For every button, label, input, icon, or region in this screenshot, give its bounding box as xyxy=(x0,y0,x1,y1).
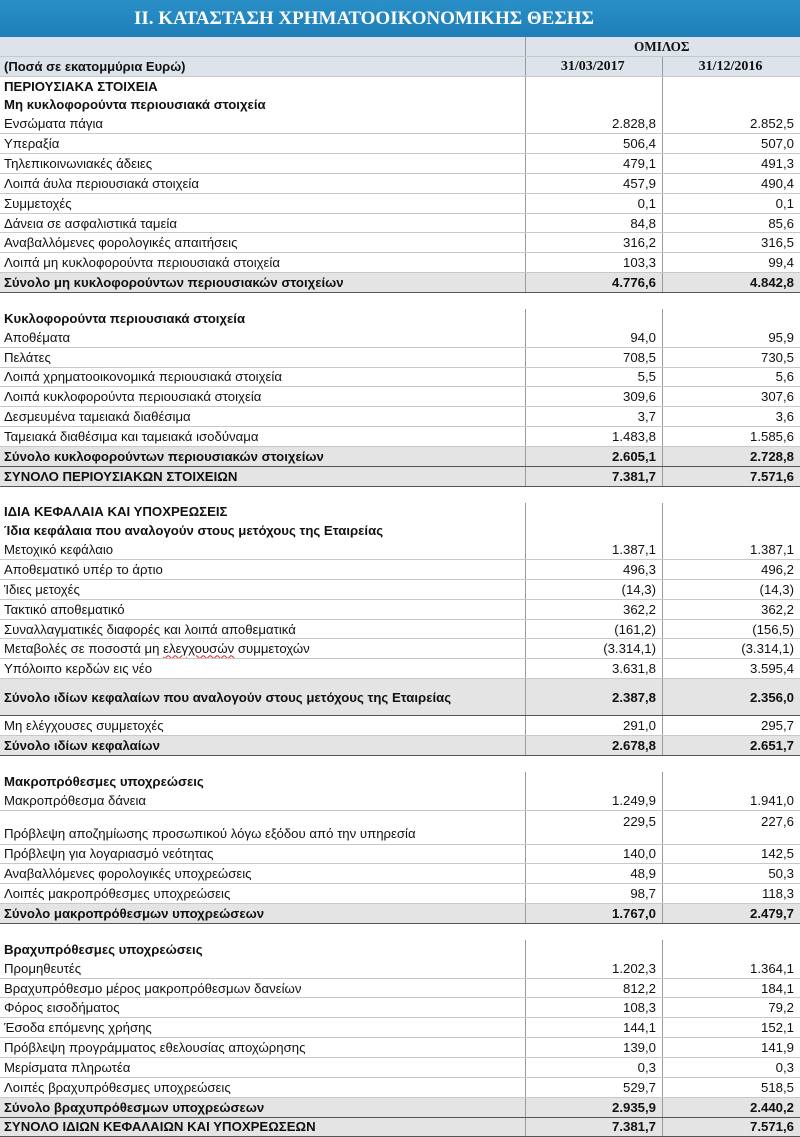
value-2017 xyxy=(525,755,663,772)
row-label: ΣΥΝΟΛΟ ΙΔΙΩΝ ΚΕΦΑΛΑΙΩΝ ΚΑΙ ΥΠΟΧΡΕΩΣΕΩΝ xyxy=(0,1117,525,1137)
value-2017: 3.631,8 xyxy=(525,659,663,679)
value-2016: 7.571,6 xyxy=(663,466,800,486)
value-2017: 0,1 xyxy=(525,193,663,213)
section-heading-row xyxy=(0,521,800,540)
value-2016 xyxy=(663,772,800,791)
row-label: Τηλεπικοινωνιακές άδειες xyxy=(0,154,525,174)
row-label: Λοιπά μη κυκλοφορούντα περιουσιακά στοιχεία xyxy=(0,253,525,273)
row-label: Λοιπές βραχυπρόθεσμες υποχρεώσεις xyxy=(0,1077,525,1097)
table-row xyxy=(0,1057,800,1077)
value-2016: 2.852,5 xyxy=(663,114,800,133)
value-2016: 295,7 xyxy=(663,716,800,736)
table-row xyxy=(0,716,800,736)
value-2016: 2.356,0 xyxy=(663,679,800,716)
row-label: Πρόβλεψη για λογαριασμό νεότητας xyxy=(0,844,525,864)
table-row xyxy=(0,367,800,387)
value-2016: 5,6 xyxy=(663,367,800,387)
value-2016 xyxy=(663,521,800,540)
row-label: Μετοχικό κεφάλαιο xyxy=(0,540,525,559)
section-heading-row xyxy=(0,76,800,95)
value-2017 xyxy=(525,292,663,309)
value-2016: 362,2 xyxy=(663,599,800,619)
value-2017: (161,2) xyxy=(525,619,663,639)
section-heading-row xyxy=(0,309,800,328)
value-2016: 184,1 xyxy=(663,978,800,998)
row-label: Λοιπά χρηματοοικονομικά περιουσιακά στοιχεία xyxy=(0,367,525,387)
value-2016: 0,1 xyxy=(663,193,800,213)
row-label: Μακροπρόθεσμα δάνεια xyxy=(0,791,525,810)
value-2016: 2.479,7 xyxy=(663,904,800,924)
value-2017: 2.387,8 xyxy=(525,679,663,716)
row-label: Έσοδα επόμενης χρήσης xyxy=(0,1018,525,1038)
value-2017: 3,7 xyxy=(525,407,663,427)
value-2017: 708,5 xyxy=(525,347,663,367)
value-2017: 84,8 xyxy=(525,213,663,233)
value-2017: 108,3 xyxy=(525,998,663,1018)
table-row xyxy=(0,154,800,174)
table-row xyxy=(0,639,800,659)
total-row xyxy=(0,466,800,486)
value-2016: 1.364,1 xyxy=(663,959,800,978)
row-label: Βραχυπρόθεσμο μέρος μακροπρόθεσμων δανείων xyxy=(0,978,525,998)
table-row xyxy=(0,540,800,559)
value-2016: 518,5 xyxy=(663,1077,800,1097)
value-2016: 85,6 xyxy=(663,213,800,233)
row-label: Αποθεματικό υπέρ το άρτιο xyxy=(0,560,525,580)
value-2016: (3.314,1) xyxy=(663,639,800,659)
value-2016: 2.440,2 xyxy=(663,1097,800,1117)
table-row xyxy=(0,213,800,233)
row-label xyxy=(0,486,525,503)
value-2017: 48,9 xyxy=(525,864,663,884)
row-label: Μακροπρόθεσμες υποχρεώσεις xyxy=(0,772,525,791)
table-row xyxy=(0,173,800,193)
value-2017 xyxy=(525,309,663,328)
total-row xyxy=(0,1117,800,1137)
row-label xyxy=(0,292,525,309)
value-2016: 491,3 xyxy=(663,154,800,174)
row-label: Αναβαλλόμενες φορολογικές απαιτήσεις xyxy=(0,233,525,253)
value-2017: 291,0 xyxy=(525,716,663,736)
row-label-text: Μεταβολές σε ποσοστά μη ελεγχουσών συμμετοχών xyxy=(4,641,310,656)
value-2016 xyxy=(663,292,800,309)
table-row xyxy=(0,134,800,154)
value-2017: 1.202,3 xyxy=(525,959,663,978)
row-label: Σύνολο μακροπρόθεσμων υποχρεώσεων xyxy=(0,904,525,924)
value-2016: 142,5 xyxy=(663,844,800,864)
row-label xyxy=(0,639,525,659)
value-2017: 2.935,9 xyxy=(525,1097,663,1117)
table-row xyxy=(0,864,800,884)
row-label: Σύνολο βραχυπρόθεσμων υποχρεώσεων xyxy=(0,1097,525,1117)
table-row xyxy=(0,884,800,904)
value-2017: 4.776,6 xyxy=(525,273,663,293)
table-row xyxy=(0,599,800,619)
page-title: II. ΚΑΤΑΣΤΑΣΗ ΧΡΗΜΑΤΟΟΙΚΟΝΟΜΙΚΗΣ ΘΕΣΗΣ xyxy=(0,0,800,37)
row-label: Ίδια κεφάλαια που αναλογούν στους μετόχους της Εταιρείας xyxy=(0,521,525,540)
units-label: (Ποσά σε εκατομμύρια Ευρώ) xyxy=(0,56,525,76)
value-2017: (14,3) xyxy=(525,579,663,599)
value-2017: 94,0 xyxy=(525,328,663,347)
section-heading-row xyxy=(0,940,800,959)
row-label: Σύνολο ιδίων κεφαλαίων xyxy=(0,736,525,756)
value-2016: 507,0 xyxy=(663,134,800,154)
table-row xyxy=(0,1038,800,1058)
row-label: Ενσώματα πάγια xyxy=(0,114,525,133)
total-row xyxy=(0,1097,800,1117)
value-2017: 2.828,8 xyxy=(525,114,663,133)
column-header-row xyxy=(0,56,800,76)
table-row xyxy=(0,193,800,213)
row-label: Πρόβλεψη αποζημίωσης προσωπικού λόγω εξόδου από την υπηρεσία xyxy=(0,810,525,844)
row-label: Υπεραξία xyxy=(0,134,525,154)
row-label: Πρόβλεψη προγράμματος εθελουσίας αποχώρησης xyxy=(0,1038,525,1058)
value-2016: 141,9 xyxy=(663,1038,800,1058)
value-2017: 5,5 xyxy=(525,367,663,387)
table-row xyxy=(0,347,800,367)
row-label: Μη ελέγχουσες συμμετοχές xyxy=(0,716,525,736)
row-label: Συμμετοχές xyxy=(0,193,525,213)
row-label xyxy=(0,923,525,940)
value-2016: 0,3 xyxy=(663,1057,800,1077)
value-2016: 2.728,8 xyxy=(663,446,800,466)
row-label: ΣΥΝΟΛΟ ΠΕΡΙΟΥΣΙΑΚΩΝ ΣΤΟΙΧΕΙΩΝ xyxy=(0,466,525,486)
value-2017: 316,2 xyxy=(525,233,663,253)
spacer-row xyxy=(0,292,800,309)
value-2017: 2.678,8 xyxy=(525,736,663,756)
row-label: Προμηθευτές xyxy=(0,959,525,978)
value-2017 xyxy=(525,503,663,522)
value-2016: 227,6 xyxy=(663,810,800,844)
value-2016 xyxy=(663,309,800,328)
value-2017: 140,0 xyxy=(525,844,663,864)
value-2016 xyxy=(663,503,800,522)
value-2016: 1.387,1 xyxy=(663,540,800,559)
row-label: Κυκλοφορούντα περιουσιακά στοιχεία xyxy=(0,309,525,328)
table-row xyxy=(0,114,800,133)
value-2016: (14,3) xyxy=(663,579,800,599)
value-2017: 144,1 xyxy=(525,1018,663,1038)
table-row xyxy=(0,253,800,273)
header-blank xyxy=(0,37,525,56)
row-label: Αποθέματα xyxy=(0,328,525,347)
table-row xyxy=(0,791,800,810)
value-2017 xyxy=(525,486,663,503)
value-2017: 309,6 xyxy=(525,387,663,407)
value-2017: 229,5 xyxy=(525,810,663,844)
value-2016: 7.571,6 xyxy=(663,1117,800,1137)
row-label: Λοιπά κυκλοφορούντα περιουσιακά στοιχεία xyxy=(0,387,525,407)
value-2016: 496,2 xyxy=(663,560,800,580)
value-2016: 730,5 xyxy=(663,347,800,367)
table-row xyxy=(0,844,800,864)
value-2016: 2.651,7 xyxy=(663,736,800,756)
value-2017: 7.381,7 xyxy=(525,466,663,486)
value-2017: 362,2 xyxy=(525,599,663,619)
section-heading-row xyxy=(0,772,800,791)
total-row xyxy=(0,273,800,293)
table-row xyxy=(0,579,800,599)
value-2016: (156,5) xyxy=(663,619,800,639)
value-2017: 479,1 xyxy=(525,154,663,174)
value-2017 xyxy=(525,940,663,959)
table-row xyxy=(0,233,800,253)
spacer-row xyxy=(0,755,800,772)
value-2016 xyxy=(663,940,800,959)
table-row xyxy=(0,1018,800,1038)
row-label: ΙΔΙΑ ΚΕΦΑΛΑΙΑ ΚΑΙ ΥΠΟΧΡΕΩΣΕΙΣ xyxy=(0,503,525,522)
row-label: Σύνολο κυκλοφορούντων περιουσιακών στοιχείων xyxy=(0,446,525,466)
row-label: Βραχυπρόθεσμες υποχρεώσεις xyxy=(0,940,525,959)
value-2017: 103,3 xyxy=(525,253,663,273)
row-label: Αναβαλλόμενες φορολογικές υποχρεώσεις xyxy=(0,864,525,884)
row-label: Λοιπές μακροπρόθεσμες υποχρεώσεις xyxy=(0,884,525,904)
spacer-row xyxy=(0,923,800,940)
table-row xyxy=(0,560,800,580)
section-heading-row xyxy=(0,96,800,115)
group-header-row xyxy=(0,37,800,56)
row-label: Ταμειακά διαθέσιμα και ταμειακά ισοδύναμα xyxy=(0,427,525,447)
value-2017: 457,9 xyxy=(525,173,663,193)
value-2017: 0,3 xyxy=(525,1057,663,1077)
row-label: Μερίσματα πληρωτέα xyxy=(0,1057,525,1077)
value-2016 xyxy=(663,923,800,940)
row-label xyxy=(0,755,525,772)
value-2016 xyxy=(663,76,800,95)
value-2016: 152,1 xyxy=(663,1018,800,1038)
row-label: Λοιπά άυλα περιουσιακά στοιχεία xyxy=(0,173,525,193)
table-row xyxy=(0,1077,800,1097)
value-2017: 1.387,1 xyxy=(525,540,663,559)
value-2017: 506,4 xyxy=(525,134,663,154)
row-label: Δάνεια σε ασφαλιστικά ταμεία xyxy=(0,213,525,233)
value-2016 xyxy=(663,486,800,503)
value-2016 xyxy=(663,755,800,772)
value-2016: 79,2 xyxy=(663,998,800,1018)
value-2016: 1.585,6 xyxy=(663,427,800,447)
table-row xyxy=(0,619,800,639)
table-row xyxy=(0,959,800,978)
value-2017: 2.605,1 xyxy=(525,446,663,466)
financial-position-table xyxy=(0,37,800,1137)
row-label: Μη κυκλοφορούντα περιουσιακά στοιχεία xyxy=(0,96,525,115)
value-2017: 139,0 xyxy=(525,1038,663,1058)
value-2016: 3.595,4 xyxy=(663,659,800,679)
row-label: Ίδιες μετοχές xyxy=(0,579,525,599)
column-header-1: 31/03/2017 xyxy=(525,56,663,76)
table-row xyxy=(0,387,800,407)
value-2016: 118,3 xyxy=(663,884,800,904)
value-2017: 1.483,8 xyxy=(525,427,663,447)
value-2017: 496,3 xyxy=(525,560,663,580)
value-2017: 98,7 xyxy=(525,884,663,904)
total-row xyxy=(0,736,800,756)
table-row xyxy=(0,659,800,679)
row-label: Δεσμευμένα ταμειακά διαθέσιμα xyxy=(0,407,525,427)
value-2016: 307,6 xyxy=(663,387,800,407)
row-label: Φόρος εισοδήματος xyxy=(0,998,525,1018)
value-2016: 3,6 xyxy=(663,407,800,427)
table-row xyxy=(0,427,800,447)
group-label: ΟΜΙΛΟΣ xyxy=(525,37,800,56)
table-row xyxy=(0,810,800,844)
value-2017 xyxy=(525,521,663,540)
value-2017 xyxy=(525,923,663,940)
total-row xyxy=(0,679,800,716)
value-2016: 95,9 xyxy=(663,328,800,347)
table-row xyxy=(0,328,800,347)
row-label: Σύνολο ιδίων κεφαλαίων που αναλογούν στους μετόχους της Εταιρείας xyxy=(0,679,525,716)
spacer-row xyxy=(0,486,800,503)
row-label: Πελάτες xyxy=(0,347,525,367)
spellcheck-mark: ελεγχουσών xyxy=(163,641,234,656)
table-row xyxy=(0,998,800,1018)
row-label: ΠΕΡΙΟΥΣΙΑΚΑ ΣΤΟΙΧΕΙΑ xyxy=(0,76,525,95)
value-2017: 1.767,0 xyxy=(525,904,663,924)
value-2017 xyxy=(525,772,663,791)
row-label: Υπόλοιπο κερδών εις νέο xyxy=(0,659,525,679)
value-2016: 50,3 xyxy=(663,864,800,884)
value-2016: 316,5 xyxy=(663,233,800,253)
value-2017: 1.249,9 xyxy=(525,791,663,810)
table-row xyxy=(0,407,800,427)
value-2016: 490,4 xyxy=(663,173,800,193)
value-2017 xyxy=(525,76,663,95)
table-body xyxy=(0,76,800,1137)
value-2017: 812,2 xyxy=(525,978,663,998)
row-label: Τακτικό αποθεματικό xyxy=(0,599,525,619)
table-row xyxy=(0,978,800,998)
row-label: Συναλλαγματικές διαφορές και λοιπά αποθεματικά xyxy=(0,619,525,639)
row-label: Σύνολο μη κυκλοφορούντων περιουσιακών στοιχείων xyxy=(0,273,525,293)
value-2017: 529,7 xyxy=(525,1077,663,1097)
total-row xyxy=(0,904,800,924)
total-row xyxy=(0,446,800,466)
section-heading-row xyxy=(0,503,800,522)
value-2016: 99,4 xyxy=(663,253,800,273)
column-header-2: 31/12/2016 xyxy=(663,56,800,76)
value-2017: 7.381,7 xyxy=(525,1117,663,1137)
value-2016 xyxy=(663,96,800,115)
value-2016: 4.842,8 xyxy=(663,273,800,293)
value-2017: (3.314,1) xyxy=(525,639,663,659)
value-2017 xyxy=(525,96,663,115)
value-2016: 1.941,0 xyxy=(663,791,800,810)
